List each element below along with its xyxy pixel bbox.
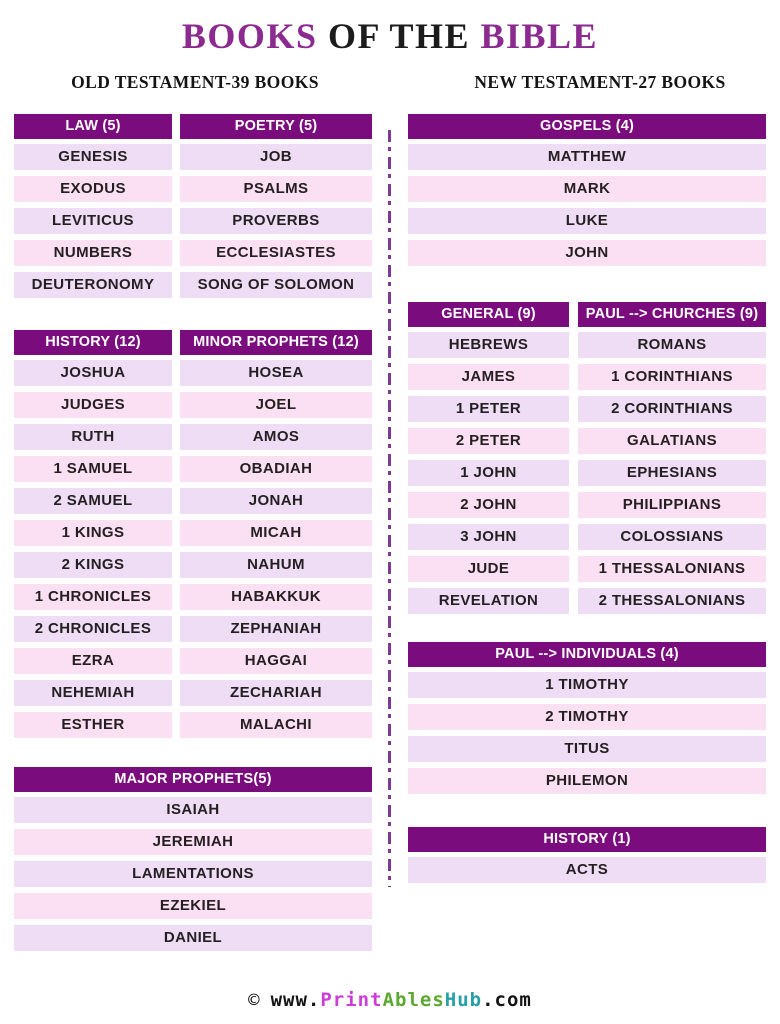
book-row: 1 CHRONICLES: [14, 584, 172, 610]
book-row: EXODUS: [14, 176, 172, 202]
book-row: ZECHARIAH: [180, 680, 372, 706]
book-row: EPHESIANS: [578, 460, 766, 486]
book-row: GALATIANS: [578, 428, 766, 454]
book-row: JEREMIAH: [14, 829, 372, 855]
book-row: OBADIAH: [180, 456, 372, 482]
footer-hub: Hub: [444, 989, 483, 1011]
gospels-table: [408, 114, 766, 266]
book-row: COLOSSIANS: [578, 524, 766, 550]
column-gap: [569, 302, 578, 614]
footer-print: Print: [320, 989, 383, 1011]
new-testament-column: [408, 114, 766, 951]
book-row: NEHEMIAH: [14, 680, 172, 706]
history-ot-table: [14, 330, 172, 738]
poetry-table: [180, 114, 372, 298]
book-row: 2 SAMUEL: [14, 488, 172, 514]
general-table: [408, 302, 569, 614]
book-row: 3 JOHN: [408, 524, 569, 550]
book-row: TITUS: [408, 736, 766, 762]
book-row: LEVITICUS: [14, 208, 172, 234]
book-row: MICAH: [180, 520, 372, 546]
book-row: 1 TIMOTHY: [408, 672, 766, 698]
table-header: HISTORY (1): [408, 827, 766, 852]
book-row: ECCLESIASTES: [180, 240, 372, 266]
table-header: GENERAL (9): [408, 302, 569, 327]
dashed-divider: [388, 130, 391, 887]
old-testament-heading: OLD TESTAMENT-39 BOOKS: [71, 72, 319, 93]
general-paulchurches-row: [408, 302, 766, 614]
column-gap: [172, 330, 180, 738]
book-row: ROMANS: [578, 332, 766, 358]
book-row: MALACHI: [180, 712, 372, 738]
book-row: MATTHEW: [408, 144, 766, 170]
book-row: 1 JOHN: [408, 460, 569, 486]
book-row: NUMBERS: [14, 240, 172, 266]
book-row: HOSEA: [180, 360, 372, 386]
table-header: POETRY (5): [180, 114, 372, 139]
old-testament-column: [14, 114, 372, 951]
book-row: JOSHUA: [14, 360, 172, 386]
minor-prophets-table: [180, 330, 372, 738]
book-row: ISAIAH: [14, 797, 372, 823]
book-row: JUDGES: [14, 392, 172, 418]
footer-credit: [0, 989, 780, 1011]
book-row: SONG OF SOLOMON: [180, 272, 372, 298]
book-row: DEUTERONOMY: [14, 272, 172, 298]
book-row: LAMENTATIONS: [14, 861, 372, 887]
book-row: GENESIS: [14, 144, 172, 170]
book-row: 2 JOHN: [408, 492, 569, 518]
law-poetry-row: [14, 114, 372, 298]
book-row: 2 PETER: [408, 428, 569, 454]
column-spacer: [372, 114, 408, 951]
copyright-icon: ©: [248, 989, 261, 1011]
book-row: EZEKIEL: [14, 893, 372, 919]
table-header: PAUL --> CHURCHES (9): [578, 302, 766, 327]
book-row: 2 KINGS: [14, 552, 172, 578]
new-testament-heading: NEW TESTAMENT-27 BOOKS: [474, 72, 726, 93]
table-header: PAUL --> INDIVIDUALS (4): [408, 642, 766, 667]
book-row: JAMES: [408, 364, 569, 390]
book-row: NAHUM: [180, 552, 372, 578]
book-row: DANIEL: [14, 925, 372, 951]
law-table: [14, 114, 172, 298]
book-row: ZEPHANIAH: [180, 616, 372, 642]
column-gap: [172, 114, 180, 298]
book-row: JOB: [180, 144, 372, 170]
history-nt-table: [408, 827, 766, 883]
book-row: LUKE: [408, 208, 766, 234]
book-row: 2 TIMOTHY: [408, 704, 766, 730]
book-row: RUTH: [14, 424, 172, 450]
book-row: 2 THESSALONIANS: [578, 588, 766, 614]
book-row: ESTHER: [14, 712, 172, 738]
table-header: MAJOR PROPHETS(5): [14, 767, 372, 792]
book-row: 1 THESSALONIANS: [578, 556, 766, 582]
footer-ables: Ables: [382, 989, 445, 1011]
book-row: AMOS: [180, 424, 372, 450]
book-row: REVELATION: [408, 588, 569, 614]
book-row: JOHN: [408, 240, 766, 266]
title-books: BOOKS: [181, 16, 318, 56]
book-row: PROVERBS: [180, 208, 372, 234]
book-row: HEBREWS: [408, 332, 569, 358]
book-row: EZRA: [14, 648, 172, 674]
book-row: PSALMS: [180, 176, 372, 202]
book-row: 1 KINGS: [14, 520, 172, 546]
book-row: JUDE: [408, 556, 569, 582]
title-of-the: OF THE: [317, 16, 481, 56]
footer-www: www.: [270, 989, 321, 1011]
paul-churches-table: [578, 302, 766, 614]
book-row: 1 SAMUEL: [14, 456, 172, 482]
book-row: HAGGAI: [180, 648, 372, 674]
page-title: [0, 0, 780, 57]
testament-headings: [0, 72, 780, 93]
table-header: LAW (5): [14, 114, 172, 139]
book-row: 2 CHRONICLES: [14, 616, 172, 642]
book-row: 2 CORINTHIANS: [578, 396, 766, 422]
table-header: HISTORY (12): [14, 330, 172, 355]
table-header: GOSPELS (4): [408, 114, 766, 139]
book-row: MARK: [408, 176, 766, 202]
book-row: JONAH: [180, 488, 372, 514]
table-header: MINOR PROPHETS (12): [180, 330, 372, 355]
book-row: PHILEMON: [408, 768, 766, 794]
content: [0, 114, 780, 951]
book-row: PHILIPPIANS: [578, 492, 766, 518]
title-bible: BIBLE: [480, 16, 599, 56]
book-row: 1 CORINTHIANS: [578, 364, 766, 390]
book-row: JOEL: [180, 392, 372, 418]
major-prophets-table: [14, 767, 372, 951]
book-row: 1 PETER: [408, 396, 569, 422]
paul-individuals-table: [408, 642, 766, 794]
footer-com: .com: [482, 989, 532, 1011]
book-row: HABAKKUK: [180, 584, 372, 610]
history-minorprophets-row: [14, 330, 372, 738]
book-row: ACTS: [408, 857, 766, 883]
